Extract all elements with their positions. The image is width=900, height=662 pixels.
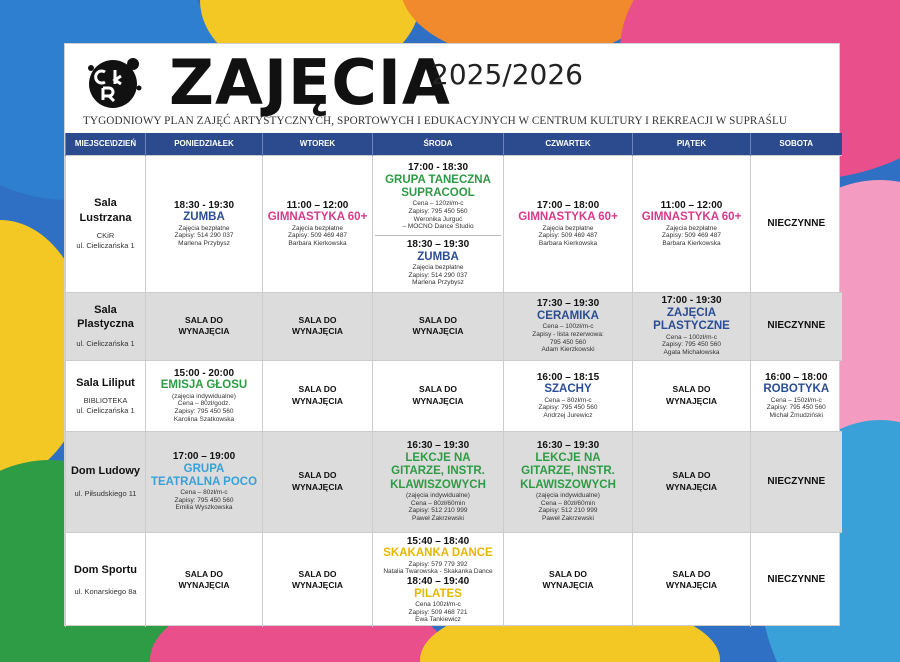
schedule-card [64,43,840,626]
activity-cell [146,360,263,431]
activity-time: 17:00 - 18:30 [407,162,469,174]
activity-info: Zapisy: 795 450 560 [662,341,721,349]
table-row [66,431,842,532]
activity-cell [504,292,633,360]
activity-info: Cena – 150zł/m-c [770,396,822,404]
activity-time: 17:00 – 18:00 [536,199,600,211]
activity-time: 17:30 – 19:30 [536,298,600,310]
activity-info: Zapisy: 795 450 560 [766,404,826,412]
activity-name: LEKCJE NA [405,452,471,465]
place-cell [66,155,146,292]
activity-info: Zapisy: 795 450 560 [174,496,234,504]
place-cell [66,292,146,360]
activity-info: Michał Żmudziński [769,411,823,419]
table-header-row [66,133,842,155]
activity-info: Marlena Przybysz [178,239,230,247]
activity-info: Emilia Wyszkowska [175,504,233,512]
activity-name: GRUPA [183,462,225,475]
activity-cell [146,155,263,292]
rental-cell [373,360,504,431]
activity-name: SKAKANKA DANCE [383,547,493,560]
activity-time: 15:00 - 20:00 [173,367,235,379]
place-address: ul. Cieliczańska 1 [76,240,135,250]
page-subtitle: TYGODNIOWY PLAN ZAJĘĆ ARTYSTYCZNYCH, SPORTOWYCH I EDUKACYJNYCH W CENTRUM KULTURY I REKREACJI W SUPRAŚLU [83,115,788,127]
activity-info: (zajęcia indywidualne) [536,491,600,499]
activity-info: Zajęcia bezpłatne [178,224,230,232]
activity-info: Adam Kierzkowski [541,346,595,354]
place-name: Sala [94,197,117,210]
activity-info: Cena – 80zł/m-c [180,489,228,497]
rental-label: SALA DO [298,470,337,481]
activity-time: 18:30 – 19:30 [406,238,470,250]
column-header: WTOREK [263,133,373,155]
activity-cell [504,360,633,431]
place-address: ul. Cieliczańska 1 [76,405,135,415]
place-address: CKiR [96,231,115,241]
rental-label: WYNAJĘCIA [178,326,230,336]
rental-label: SALA DO [419,314,457,325]
rental-label: WYNAJĘCIA [665,481,717,492]
activity-name: GITARZE, INSTR. [391,465,485,478]
column-header: MIEJSCE\DZIEŃ [66,133,146,155]
place-cell [66,431,146,532]
activity-name: SUPRACOOL [401,187,475,200]
activity-name: ROBOTYKA [763,383,830,396]
rental-label: WYNAJĘCIA [291,579,343,590]
place-name: Sala [94,303,117,316]
rental-label: WYNAJĘCIA [412,395,464,406]
activity-cell [751,360,842,431]
activity-cell [373,431,504,532]
activity-info: Cena – 100zł/m-c [666,333,717,341]
activity-info: – MOCNO Dance Studio [402,223,474,231]
activity-time: 18:30 - 19:30 [173,199,235,211]
table-row [66,155,842,292]
activity-info: Cena – 80zł/m-c [544,396,592,404]
activity-cell [633,155,751,292]
activity-name: GIMNASTYKA 60+ [518,211,618,224]
rental-label: SALA DO [298,314,337,325]
rental-cell [633,360,751,431]
activity-info: Zapisy: 509 468 721 [408,608,468,616]
activity-info: Zapisy: 512 210 999 [538,507,598,515]
school-year: 2025/2026 [431,58,583,91]
activity-info: Cena – 80zł/60min [410,499,466,507]
rental-label: WYNAJĘCIA [178,579,230,590]
rental-cell [146,532,263,627]
place-cell [66,360,146,431]
activity-name: GRUPA TANECZNA [385,173,491,186]
activity-info: Cena – 120zł/m-c [412,200,464,208]
activity-time: 11:00 – 12:00 [660,199,723,211]
place-address: ul. Piłsudskiego 11 [74,488,137,498]
place-name: Lustrzana [79,211,132,224]
column-header: PIĄTEK [633,133,751,155]
closed-cell [751,155,842,292]
activity-name: GIMNASTYKA 60+ [641,211,742,224]
rental-label: SALA DO [298,384,337,395]
activity-info: Zapisy - lista rezerwowa: [532,330,604,338]
activity-cell [373,532,504,627]
closed-cell [751,532,842,627]
column-header: CZWARTEK [504,133,633,155]
activity-info: Zapisy: 509 469 487 [662,232,721,240]
rental-cell [504,532,633,627]
activity-name: KLAWISZOWYCH [390,478,486,491]
activity-cell [633,292,751,360]
activity-time: 16:30 – 19:30 [406,440,470,452]
closed-cell [751,431,842,532]
activity-time: 17:00 – 19:00 [172,450,236,462]
rental-label: SALA DO [185,314,223,325]
rental-label: WYNAJĘCIA [291,395,343,406]
activity-info: Agata Michałowska [663,348,720,356]
rental-cell [263,431,373,532]
activity-info: 795 450 560 [549,338,587,346]
place-name: Dom Sportu [74,563,137,576]
place-name: Plastyczna [77,318,134,331]
activity-name: PLASTYCZNE [653,320,730,333]
activity-name: GIMNASTYKA 60+ [267,211,368,224]
activity-info: Zapisy: 795 450 560 [408,207,468,215]
activity-time: 17:00 - 19:30 [661,295,722,307]
rental-label: WYNAJĘCIA [665,579,717,590]
rental-label: SALA DO [672,568,711,579]
table-row [66,360,842,431]
rental-label: SALA DO [419,384,457,395]
rental-label: SALA DO [549,568,587,579]
activity-info: Barbara Kierkowska [288,239,347,247]
activity-time: 16:30 – 19:30 [536,440,600,452]
activity-time: 16:00 – 18:15 [536,371,600,383]
activity-info: Natalia Twarowska - Skakanka Dance [383,568,493,576]
rental-label: WYNAJĘCIA [665,395,717,406]
rental-label: WYNAJĘCIA [412,326,464,336]
activity-info: Zapisy: 512 210 999 [408,507,468,515]
activity-info: (zajęcia indywidualne) [172,392,236,400]
activity-info: Karolina Szatkowska [173,415,235,423]
activity-info: Barbara Kierkowska [538,239,598,247]
activity-time: 11:00 – 12:00 [286,199,349,211]
column-header: ŚRODA [373,133,504,155]
activity-name: PILATES [414,587,462,600]
activity-info: Paweł Zakrzewski [411,514,464,522]
rental-label: WYNAJĘCIA [291,481,343,492]
closed-label: NIECZYNNE [767,320,826,332]
ckir-logo-icon [81,50,145,114]
activity-name: ZAJĘCIA [666,307,717,320]
closed-label: NIECZYNNE [767,573,826,585]
table-row [66,292,842,360]
activity-info: Cena – 80zł/godz. [177,400,231,408]
activity-name: TEATRALNA POCO [150,475,258,488]
activity-info: Ewa Tankiewicz [415,616,461,624]
activity-info: Zajęcia bezpłatne [292,224,343,232]
table-row [66,532,842,627]
activity-name: ZUMBA [183,211,225,224]
activity-info: Barbara Kierkowska [662,239,721,247]
rental-label: SALA DO [298,568,337,579]
place-cell [66,532,146,627]
place-address: ul. Cieliczańska 1 [76,339,135,349]
activity-cell [504,155,633,292]
activity-name: SZACHY [544,383,592,396]
rental-cell [263,292,373,360]
place-address: ul. Konarskiego 8a [74,587,137,597]
rental-label: SALA DO [672,384,711,395]
closed-label: NIECZYNNE [767,217,826,229]
rental-label: WYNAJĘCIA [542,579,594,590]
activity-cell [263,155,373,292]
rental-cell [373,292,504,360]
place-name: Sala Liliput [76,376,135,389]
activity-time: 16:00 – 18:00 [765,371,828,383]
activity-info: Zapisy: 795 450 560 [538,404,598,412]
place-address: BIBLIOTEKA [83,395,128,405]
activity-info: Zapisy: 579 779 392 [408,560,468,568]
activity-cell [504,431,633,532]
activity-info: (zajęcia indywidualne) [406,491,470,499]
activity-cell [146,431,263,532]
rental-cell [633,431,751,532]
activity-info: Zapisy: 514 290 037 [408,271,468,279]
activity-time: 18:40 – 19:40 [406,575,470,587]
activity-info: Paweł Zakrzewski [541,514,594,522]
activity-info: Zajęcia bezpłatne [542,224,594,232]
page-title: ZAJĘCIA [169,46,451,119]
activity-info: Zajęcia bezpłatne [412,263,464,271]
activity-cell [373,155,504,292]
activity-info: Cena 100zł/m-c [415,600,461,608]
rental-cell [263,360,373,431]
rental-cell [146,292,263,360]
activity-name: EMISJA GŁOSU [160,379,248,392]
activity-info: Weronika Jurguć [413,215,463,223]
column-header: PONIEDZIAŁEK [146,133,263,155]
activity-name: ZUMBA [417,250,459,263]
closed-cell [751,292,842,360]
activity-name: LEKCJE NA [535,452,601,465]
activity-name: KLAWISZOWYCH [520,478,616,491]
closed-label: NIECZYNNE [767,475,826,487]
activity-info: Cena – 80zł/60min [540,499,596,507]
activity-info: Andrzej Jurewicz [543,411,593,419]
rental-cell [263,532,373,627]
schedule-table [65,133,842,627]
activity-info: Zapisy: 509 469 487 [538,232,598,240]
column-header: SOBOTA [751,133,842,155]
activity-name: CERAMIKA [537,309,599,322]
activity-info: Cena – 100zł/m-c [542,323,594,331]
activity-info: Zapisy: 509 469 487 [288,232,347,240]
activity-info: Zapisy: 795 450 560 [174,408,234,415]
rental-label: SALA DO [672,470,711,481]
activity-info: Zapisy: 514 290 037 [174,232,234,240]
rental-label: SALA DO [185,568,223,579]
activity-info: Zajęcia bezpłatne [666,224,717,232]
rental-cell [633,532,751,627]
activity-time: 15:40 – 18:40 [406,535,470,547]
rental-label: WYNAJĘCIA [291,326,343,336]
activity-name: GITARZE, INSTR. [521,465,615,478]
activity-info: Marlena Przybysz [412,279,464,287]
place-name: Dom Ludowy [70,465,141,478]
